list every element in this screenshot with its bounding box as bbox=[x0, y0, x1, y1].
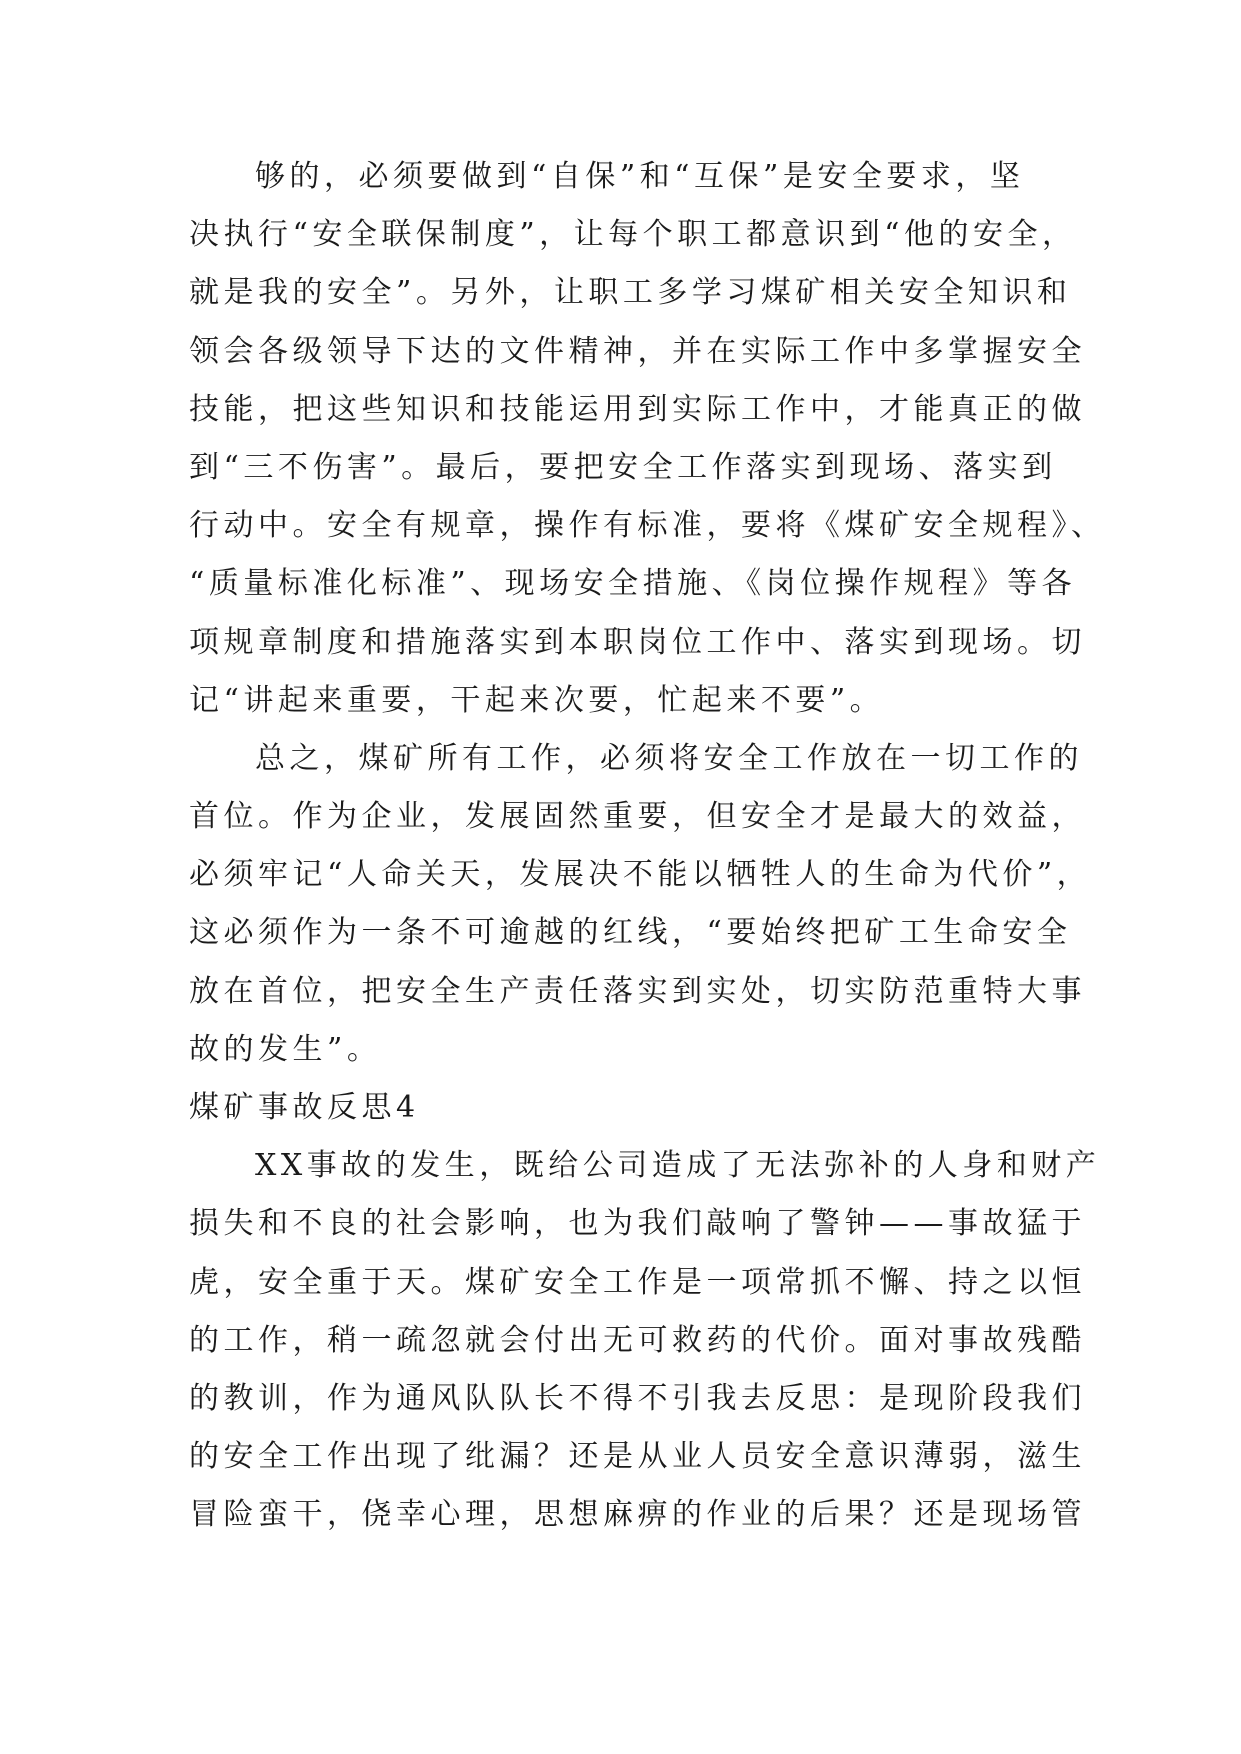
text-line: 就是我的安全”。另外，让职工多学习煤矿相关安全知识和 bbox=[189, 275, 1072, 311]
text-line: 故的发生”。 bbox=[189, 1031, 382, 1067]
text-line: 决执行“安全联保制度”，让每个职工都意识到“他的安全， bbox=[189, 217, 1077, 253]
text-line: 首位。作为企业，发展固然重要，但安全才是最大的效益， bbox=[189, 799, 1086, 835]
document-body bbox=[189, 158, 1106, 1555]
text-line: 损失和不良的社会影响，也为我们敲响了警钟——事故猛于 bbox=[189, 1206, 1086, 1242]
text-line: 必须牢记“人命关天，发展决不能以牺牲人的生命为代价”， bbox=[189, 857, 1092, 893]
section-heading: 煤矿事故反思4 bbox=[189, 1090, 420, 1125]
text-line: 行动中。安全有规章，操作有标准，要将《煤矿安全规程》、 bbox=[189, 508, 1106, 544]
text-line: 这必须作为一条不可逾越的红线，“要始终把矿工生命安全 bbox=[189, 915, 1072, 951]
text-line: 够的，必须要做到“自保”和“互保”是安全要求，坚 bbox=[255, 159, 1025, 194]
text-line: 放在首位，把安全生产责任落实到实处，切实防范重特大事 bbox=[189, 973, 1086, 1009]
text-line: 的工作，稍一疏忽就会付出无可救药的代价。面对事故残酷 bbox=[189, 1322, 1086, 1358]
text-line: “质量标准化标准”、现场安全措施、《岗位操作规程》等各 bbox=[189, 566, 1077, 602]
text-line: 技能，把这些知识和技能运用到实际工作中，才能真正的做 bbox=[189, 391, 1086, 427]
text-line: 冒险蛮干，侥幸心理，思想麻痹的作业的后果？还是现场管 bbox=[189, 1497, 1086, 1533]
text-line: 虎，安全重于天。煤矿安全工作是一项常抓不懈、持之以恒 bbox=[189, 1264, 1086, 1300]
text-line: 领会各级领导下达的文件精神，并在实际工作中多掌握安全 bbox=[189, 333, 1086, 369]
text-line: 的教训，作为通风队队长不得不引我去反思：是现阶段我们 bbox=[189, 1380, 1086, 1416]
text-line: 记“讲起来重要，干起来次要，忙起来不要”。 bbox=[189, 682, 885, 718]
text-line: 项规章制度和措施落实到本职岗位工作中、落实到现场。切 bbox=[189, 624, 1086, 660]
text-line: 的安全工作出现了纰漏？还是从业人员安全意识薄弱，滋生 bbox=[189, 1439, 1086, 1475]
text-line: XX事故的发生，既给公司造成了无法弥补的人身和财产 bbox=[255, 1148, 1101, 1184]
text-line: 总之，煤矿所有工作，必须将安全工作放在一切工作的 bbox=[255, 740, 1083, 776]
text-line: 到“三不伤害”。最后，要把安全工作落实到现场、落实到 bbox=[189, 449, 1057, 485]
